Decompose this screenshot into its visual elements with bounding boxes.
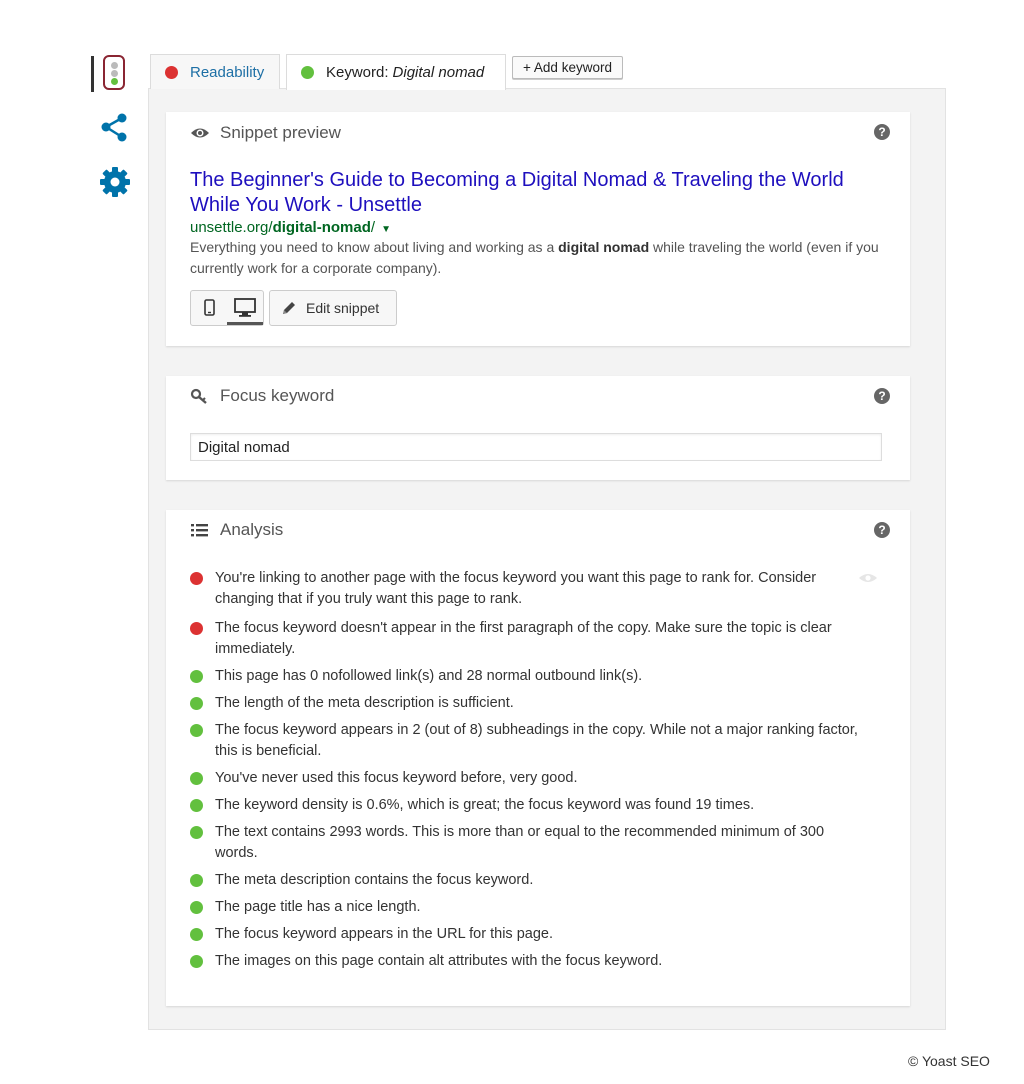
snippet-preview-heading [190, 123, 341, 143]
tab-keyword[interactable] [286, 54, 506, 90]
analysis-result-item [190, 870, 870, 891]
snippet-preview-title: Snippet preview [220, 123, 341, 142]
analysis-result-text: This page has 0 nofollowed link(s) and 28 normal outbound link(s). [215, 668, 643, 684]
snippet-url-slug: digital-nomad [272, 219, 371, 236]
share-icon[interactable] [99, 112, 131, 144]
green-status-dot [190, 928, 203, 941]
red-status-dot [190, 572, 203, 585]
red-status-dot [190, 622, 203, 635]
copyright-notice: © Yoast SEO [908, 1053, 990, 1069]
keyword-status-dot [301, 66, 314, 79]
snippet-title[interactable]: The Beginner's Guide to Becoming a Digital Nomad & Traveling the World While You Work - Unsettle [190, 169, 844, 216]
analysis-result-item [190, 897, 870, 918]
green-status-dot [190, 670, 203, 683]
url-dropdown-icon: ▼ [381, 224, 391, 235]
edit-snippet-button[interactable] [269, 290, 397, 326]
green-status-dot [190, 955, 203, 968]
preview-mode-toggle [190, 290, 264, 326]
snippet-desc-post: while traveling the world (even if you currently work for a corporate company). [190, 239, 879, 276]
tab-readability-label: Readability [190, 63, 265, 81]
green-status-dot [190, 826, 203, 839]
list-icon [190, 522, 210, 538]
analysis-result-text: The page title has a nice length. [215, 899, 421, 915]
snippet-desc-pre: Everything you need to know about living and working as a [190, 239, 559, 255]
analysis-result-text: The keyword density is 0.6%, which is great; the focus keyword was found 19 times. [215, 797, 755, 813]
focus-keyword-input[interactable] [190, 433, 882, 461]
analysis-title: Analysis [220, 520, 284, 539]
analysis-result-item [190, 795, 870, 816]
analysis-result-text: The focus keyword appears in the URL for this page. [215, 926, 553, 942]
mobile-preview-button[interactable] [191, 291, 227, 325]
snippet-url-end: / [370, 219, 376, 236]
eye-icon [190, 125, 210, 141]
analysis-result-item [190, 568, 870, 610]
desktop-icon [227, 291, 263, 322]
focus-keyword-panel [166, 376, 910, 480]
gear-icon[interactable] [99, 166, 131, 198]
analysis-result-text: The images on this page contain alt attributes with the focus keyword. [215, 953, 663, 969]
analysis-help-icon[interactable]: ? [874, 522, 890, 538]
traffic-light-icon[interactable] [103, 55, 125, 90]
focus-keyword-heading [190, 386, 334, 406]
analysis-result-text: You're linking to another page with the focus keyword you want this page to rank for. Consider changing that if you truly want this page to rank. [215, 570, 817, 607]
analysis-result-item [190, 618, 870, 660]
analysis-panel [166, 510, 910, 1006]
analysis-result-item [190, 924, 870, 945]
green-status-dot [190, 901, 203, 914]
analysis-result-text: The focus keyword appears in 2 (out of 8) subheadings in the copy. While not a major ranking factor, this is beneficial. [215, 722, 858, 759]
analysis-result-item [190, 666, 870, 687]
analysis-result-item [190, 693, 870, 714]
analysis-result-text: The text contains 2993 words. This is more than or equal to the recommended minimum of 300 words. [215, 824, 825, 861]
snippet-preview-panel [166, 112, 910, 346]
analysis-result-item [190, 951, 870, 972]
analysis-result-item [190, 720, 870, 762]
analysis-result-text: You've never used this focus keyword before, very good. [215, 770, 578, 786]
green-status-dot [190, 874, 203, 887]
snippet-help-icon[interactable]: ? [874, 124, 890, 140]
tab-readability[interactable] [150, 54, 280, 89]
green-status-dot [190, 772, 203, 785]
active-indicator [91, 56, 94, 92]
analysis-result-item [190, 822, 870, 864]
snippet-desc-keyword: digital nomad [558, 239, 650, 255]
key-icon [190, 388, 210, 404]
analysis-result-text: The meta description contains the focus keyword. [215, 872, 534, 888]
focus-keyword-title: Focus keyword [220, 386, 335, 405]
green-status-dot [190, 724, 203, 737]
desktop-preview-button[interactable] [227, 291, 263, 325]
snippet-description[interactable] [190, 237, 890, 279]
readability-status-dot [165, 66, 178, 79]
snippet-url-base: unsettle.org/ [190, 219, 273, 236]
tab-keyword-prefix: Keyword: [326, 64, 389, 81]
add-keyword-button[interactable]: + Add keyword [512, 56, 623, 79]
analysis-heading [190, 520, 283, 540]
snippet-url[interactable] [190, 219, 391, 236]
green-status-dot [190, 697, 203, 710]
analysis-result-text: The focus keyword doesn't appear in the first paragraph of the copy. Make sure the topic is clear immediately. [215, 620, 832, 657]
analysis-results-list [190, 568, 870, 978]
pencil-icon [280, 299, 298, 317]
green-status-dot [190, 799, 203, 812]
analysis-result-item [190, 768, 870, 789]
focus-keyword-help-icon[interactable]: ? [874, 388, 890, 404]
tab-keyword-value: Digital nomad [392, 64, 485, 81]
analysis-result-text: The length of the meta description is sufficient. [215, 695, 514, 711]
mobile-icon [191, 291, 227, 325]
edit-snippet-label: Edit snippet [306, 300, 380, 316]
